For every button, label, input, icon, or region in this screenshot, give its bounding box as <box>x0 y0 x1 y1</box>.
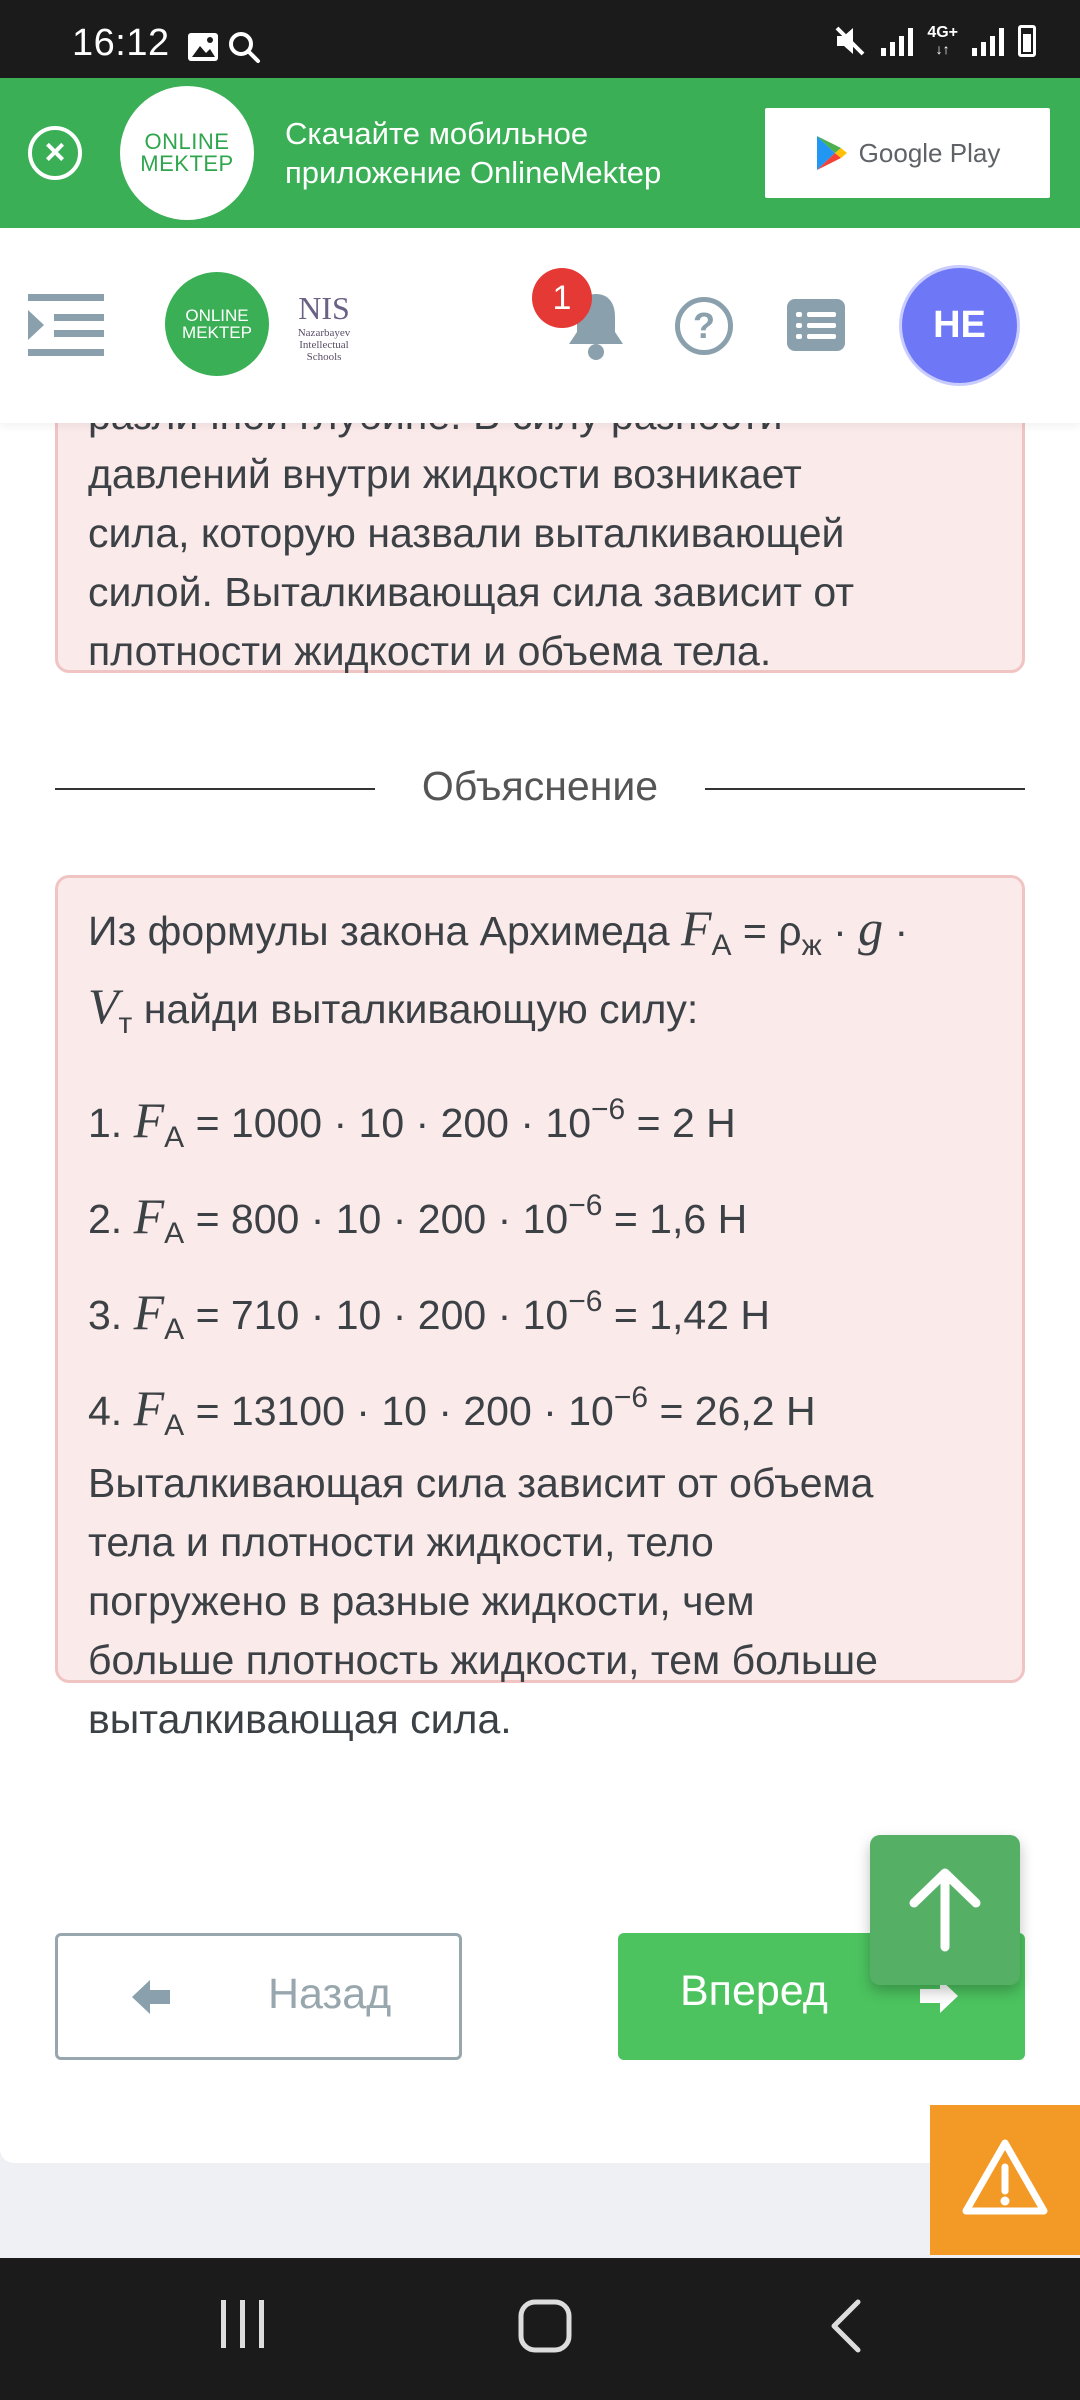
promo-text: Скачайте мобильное приложение OnlineMektep <box>285 116 662 190</box>
header-logo[interactable]: ONLINE MEKTEP <box>165 272 269 376</box>
formula-row: 2. $F_A = 800 \cdot 10 \cdot 200 \cdot 10^{-6} = 1,6$ Н <box>88 1188 748 1250</box>
back-button[interactable]: Назад <box>55 1933 462 2060</box>
forward-button[interactable]: Вперед <box>618 1933 1025 2060</box>
status-bar <box>0 0 1080 78</box>
signal-icon-2 <box>972 26 1004 56</box>
status-right <box>833 24 1036 58</box>
recent-apps-icon[interactable] <box>221 2300 264 2348</box>
divider-line <box>705 788 1025 790</box>
theory-line: силой. Выталкивающая сила зависит от <box>88 569 855 615</box>
onlinemektep-logo: ONLINE MEKTEP <box>120 86 254 220</box>
home-icon[interactable] <box>521 2302 569 2350</box>
report-problem-button[interactable] <box>930 2105 1080 2255</box>
google-play-icon <box>815 134 849 172</box>
section-divider <box>55 763 1025 813</box>
list-icon[interactable] <box>787 299 845 351</box>
formula-row: 4. $F_A = 13100 \cdot 10 \cdot 200 \cdot 10^{-6} = 26,2$ Н <box>88 1380 816 1442</box>
explanation-card <box>55 875 1025 1742</box>
signal-icon <box>881 26 913 56</box>
warning-icon <box>930 2105 1080 2255</box>
close-icon[interactable]: × <box>28 126 82 180</box>
arrow-left-icon <box>128 1974 174 2020</box>
formula-row: 1. $F_A = 1000 \cdot 10 \cdot 200 \cdot 10^{-6} = 2$ Н <box>88 1092 736 1154</box>
nis-logo: NIS Nazarbayev Intellectual Schools <box>297 290 351 363</box>
explanation-intro-2: $V_т$ найди выталкивающую силу: <box>88 978 699 1040</box>
status-time: 16:12 <box>72 22 170 64</box>
notification-badge: 1 <box>532 268 592 328</box>
theory-line: сила, которую назвали выталкивающей <box>88 510 845 556</box>
battery-icon <box>1018 25 1036 57</box>
status-left-icons <box>186 30 266 69</box>
formula-list <box>88 1080 992 1442</box>
menu-icon[interactable] <box>28 290 104 360</box>
site-header <box>0 228 1080 423</box>
explanation-intro: Из формулы закона Архимеда $F_A = \rho_ж \cdot g$ · <box>88 900 909 962</box>
explanation-summary: Выталкивающая сила зависит от объема тела и плотности жидкости, тело погружено в разные жидкости, чем больше плотность жидкости, тем больше выталкивающая сила. <box>88 1460 878 1742</box>
theory-card <box>55 383 1025 673</box>
scroll-to-top-button[interactable] <box>870 1835 1020 1985</box>
divider-label: Объяснение <box>421 763 659 809</box>
avatar[interactable]: НЕ <box>902 268 1017 383</box>
back-icon[interactable] <box>834 2302 858 2350</box>
google-play-button[interactable]: Google Play <box>765 108 1050 198</box>
theory-line: давлений внутри жидкости возникает <box>88 451 802 497</box>
mute-icon <box>833 24 867 58</box>
formula-row: 3. $F_A = 710 \cdot 10 \cdot 200 \cdot 10^{-6} = 1,42$ Н <box>88 1284 770 1346</box>
system-nav-bar <box>0 2258 1080 2400</box>
theory-line: плотности жидкости и объема тела. <box>88 628 772 674</box>
arrow-up-icon <box>870 1835 1020 1985</box>
network-type: 4G+ ↓↑ <box>927 24 958 57</box>
gallery-search-icons <box>186 30 266 64</box>
app-promo-banner <box>0 78 1080 228</box>
help-icon[interactable]: ? <box>675 297 733 355</box>
system-nav-icons <box>0 2258 1080 2400</box>
